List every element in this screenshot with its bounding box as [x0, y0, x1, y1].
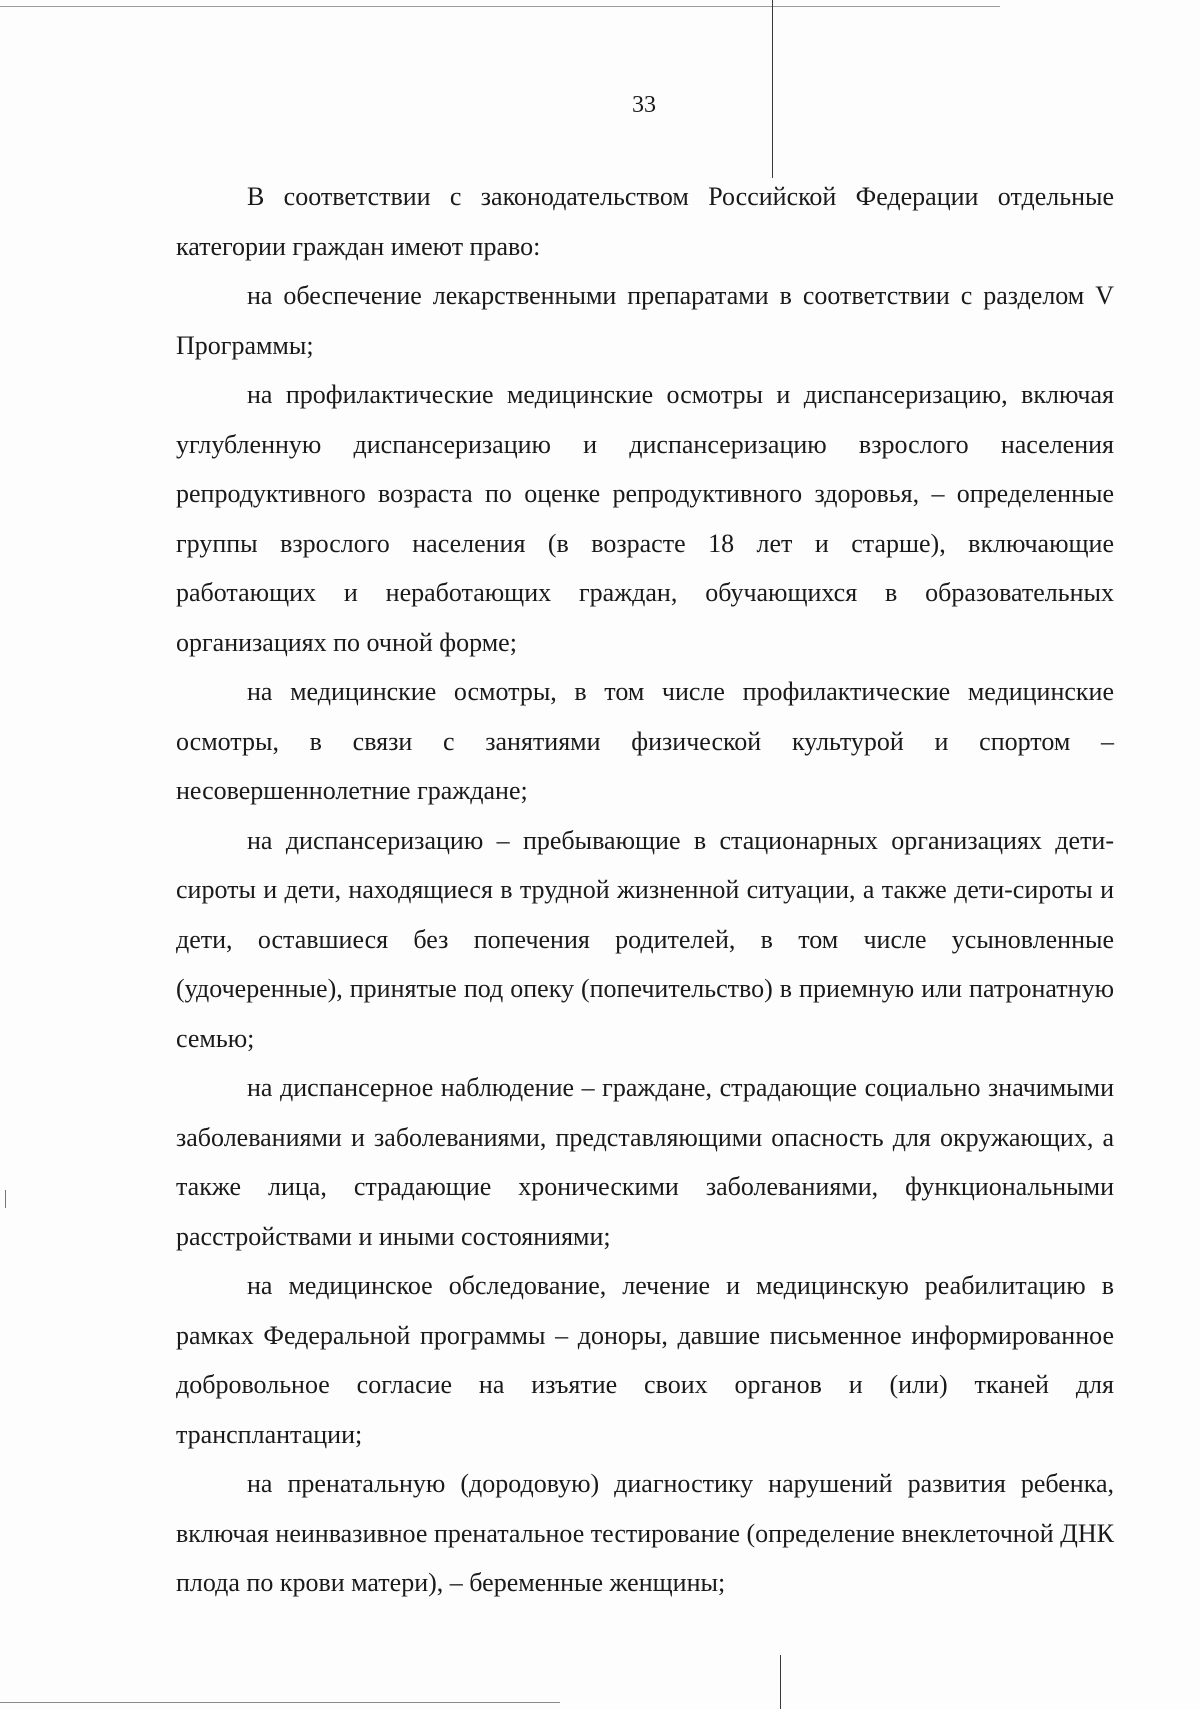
- paragraph-preventive-exams: на профилактические медицинские осмотры и диспансеризацию, включая углубленную диспансеризацию и диспансеризацию взрослого населения репродуктивного возраста по оценке репродуктивного здоровья, – определенные группы взрослого населения (в возрасте 18 лет и старше), включающие работающих и неработающих граждан, обучающихся в образовательных организациях по очной форме;: [176, 380, 1114, 657]
- body-text: [176, 172, 1114, 1608]
- paragraph-orphans-dispensary: на диспансеризацию – пребывающие в стационарных организациях дети-сироты и дети, находящиеся в трудной жизненной ситуации, а также дети-сироты и дети, оставшиеся без попечения родителей, в том числе усыновленные (удочеренные), принятые под опеку (попечительство) в приемную или патронатную семью;: [176, 825, 1114, 1053]
- scan-fold-line-top: [772, 0, 773, 178]
- scan-fold-line-bottom: [780, 1655, 781, 1709]
- scan-edge-line-bottom: [0, 1702, 560, 1703]
- paragraph-prenatal: на пренатальную (дородовую) диагностику нарушений развития ребенка, включая неинвазивное пренатальное тестирование (определение внеклеточной ДНК плода по крови матери), – беременные женщины;: [176, 1469, 1114, 1597]
- page-number: 33: [632, 92, 656, 118]
- paragraph-sports-exams: на медицинские осмотры, в том числе профилактические медицинские осмотры, в связи с занятиями физической культурой и спортом – несовершеннолетние граждане;: [176, 677, 1114, 805]
- paragraph-medicines: на обеспечение лекарственными препаратами в соответствии с разделом V Программы;: [176, 281, 1114, 360]
- paragraph-donors: на медицинское обследование, лечение и медицинскую реабилитацию в рамках Федеральной программы – доноры, давшие письменное информированное добровольное согласие на изъятие своих органов и (или) тканей для трансплантации;: [176, 1271, 1114, 1449]
- scan-edge-line-top: [0, 6, 1000, 7]
- paragraph-intro: В соответствии с законодательством Российской Федерации отдельные категории граждан имеют право:: [176, 182, 1114, 261]
- scan-left-mark: [5, 1190, 6, 1208]
- paragraph-dispensary-observation: на диспансерное наблюдение – граждане, страдающие социально значимыми заболеваниями и заболеваниями, представляющими опасность для окружающих, а также лица, страдающие хроническими заболеваниями, функциональными расстройствами и иными состояниями;: [176, 1073, 1114, 1251]
